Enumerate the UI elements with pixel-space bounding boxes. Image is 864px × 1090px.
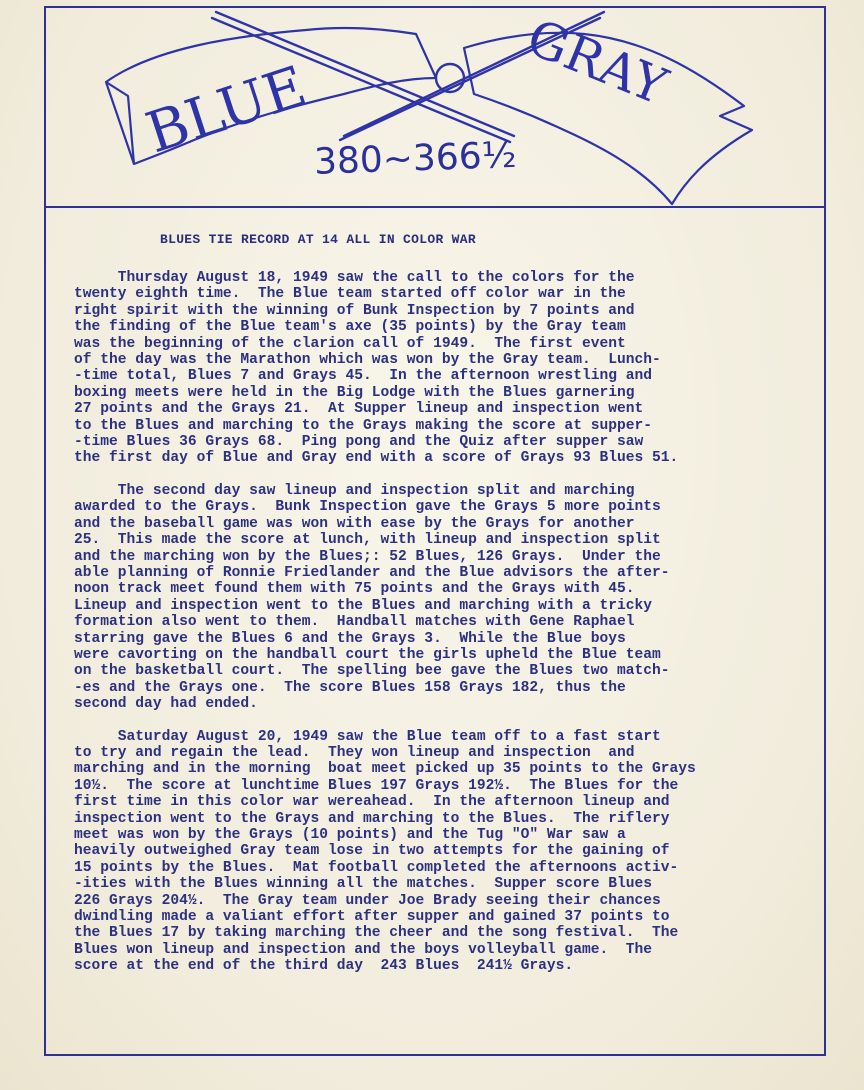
text-line: awarded to the Grays. Bunk Inspection gave the Grays 5 more points: [74, 499, 661, 516]
text-line: to the Blues and marching to the Grays making the score at supper-: [74, 417, 653, 434]
text-line: starring gave the Blues 6 and the Grays 3. While the Blue boys: [74, 630, 626, 647]
text-line: Thursday August 18, 1949 saw the call to the colors for the: [74, 270, 635, 286]
text-line: -ities with the Blues winning all the matches. Supper score Blues: [74, 876, 653, 893]
text-line: and the baseball game was won with ease by the Grays for another: [74, 515, 635, 532]
text-line: second day had ended.: [74, 696, 258, 713]
text-line: 27 points and the Grays 21. At Supper lineup and inspection went: [74, 401, 644, 418]
text-line: The second day saw lineup and inspection split and marching: [74, 482, 635, 499]
text-line: able planning of Ronnie Friedlander and the Blue advisors the after-: [74, 564, 670, 581]
text-line: on the basketball court. The spelling bee gave the Blues two match-: [74, 663, 670, 680]
text-line: Blues won lineup and inspection and the boys volleyball game. The: [74, 941, 653, 958]
text-line: twenty eighth time. The Blue team started off color war in the: [74, 286, 626, 303]
paragraph-day-two: [74, 483, 824, 713]
article-headline: BLUES TIE RECORD AT 14 ALL IN COLOR WAR: [160, 232, 476, 247]
text-line: marching and in the morning boat meet picked up 35 points to the Grays: [74, 761, 696, 778]
color-war-banner: [44, 8, 826, 206]
text-line: Saturday August 20, 1949 saw the Blue team off to a fast start: [74, 728, 661, 745]
text-line: inspection went to the Grays and marching to the Blues. The riflery: [74, 810, 670, 827]
paragraph-day-three: [74, 729, 824, 975]
text-line: 226 Grays 204½. The Gray team under Joe Brady seeing their chances: [74, 892, 661, 909]
banner-score: 380~366½: [313, 134, 518, 183]
text-line: meet was won by the Grays (10 points) and the Tug "O" War saw a: [74, 827, 626, 843]
text-line: -time total, Blues 7 and Grays 45. In the afternoon wrestling and: [74, 368, 653, 385]
text-line: the Blues 17 by taking marching the cheer and the song festival. The: [74, 925, 679, 942]
text-line: dwindling made a valiant effort after supper and gained 37 points to: [74, 909, 670, 926]
text-line: Lineup and inspection went to the Blues and marching with a tricky: [74, 597, 653, 614]
text-line: noon track meet found them with 75 points and the Grays with 45.: [74, 581, 635, 598]
text-line: was the beginning of the clarion call of 1949. The first event: [74, 335, 626, 352]
text-line: score at the end of the third day 243 Blues 241½ Grays.: [74, 958, 574, 975]
header-divider: [44, 206, 826, 208]
text-line: right spirit with the winning of Bunk Inspection by 7 points and: [74, 302, 635, 319]
text-line: were cavorting on the handball court the girls upheld the Blue team: [74, 646, 661, 663]
text-line: the finding of the Blue team's axe (35 points) by the Gray team: [74, 319, 626, 336]
text-line: heavily outweighed Gray team lose in two attempts for the gaining of: [74, 843, 670, 860]
article-body: [74, 270, 824, 991]
text-line: boxing meets were held in the Big Lodge with the Blues garnering: [74, 384, 635, 401]
text-line: first time in this color war wereahead. In the afternoon lineup and: [74, 794, 670, 811]
text-line: the first day of Blue and Gray end with a score of Grays 93 Blues 51.: [74, 450, 679, 467]
text-line: formation also went to them. Handball matches with Gene Raphael: [74, 614, 635, 631]
text-line: -time Blues 36 Grays 68. Ping pong and the Quiz after supper saw: [74, 434, 644, 451]
text-line: -es and the Grays one. The score Blues 158 Grays 182, thus the: [74, 679, 626, 696]
gray-team-word: GRAY: [519, 8, 675, 116]
banner-drawing: [44, 8, 826, 206]
paragraph-day-one: [74, 270, 824, 467]
text-line: to try and regain the lead. They won lineup and inspection and: [74, 744, 635, 761]
text-line: 15 points by the Blues. Mat football completed the afternoons activ-: [74, 859, 679, 876]
text-line: of the day was the Marathon which was won by the Gray team. Lunch-: [74, 352, 661, 369]
text-line: and the marching won by the Blues;: 52 Blues, 126 Grays. Under the: [74, 548, 661, 565]
text-line: 25. This made the score at lunch, with lineup and inspection split: [74, 532, 661, 549]
blue-team-word: BLUE: [138, 54, 315, 167]
text-line: 10½. The score at lunchtime Blues 197 Grays 192½. The Blues for the: [74, 777, 679, 794]
